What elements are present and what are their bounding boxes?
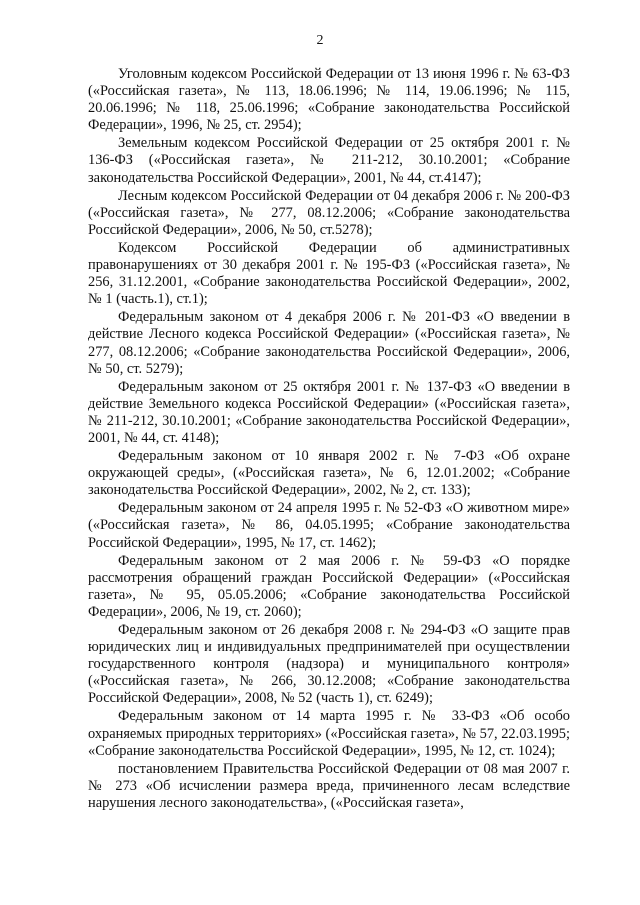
page-number: 2 — [316, 33, 324, 48]
paragraph-law-52-fz: Федеральным законом от 24 апреля 1995 г. № 52-ФЗ «О животном мире» («Российская газета», № 86, 04.05.1995; «Собрание законодательства Российской Федерации», 1995, № 17, ст. 1462); — [88, 500, 570, 551]
paragraph-law-7-fz: Федеральным законом от 10 января 2002 г. № 7-ФЗ «Об охране окружающей среды», («Российская газета», № 6, 12.01.2002; «Собрание законодательства Российской Федерации», 2002, № 2, ст. 133); — [88, 448, 570, 499]
paragraph-law-33-fz: Федеральным законом от 14 марта 1995 г. № 33-ФЗ «Об особо охраняемых природных территориях» («Российская газета», № 57, 22.03.1995; «Собрание законодательства Российской Федерации», 1995, № 12, ст. 1024); — [88, 708, 570, 759]
paragraph-law-201-fz: Федеральным законом от 4 декабря 2006 г. № 201-ФЗ «О введении в действие Лесного кодекса Российской Федерации» («Российская газета», № 277, 08.12.2006; «Собрание законодательства Российской Федерации», 2006, № 50, ст. 5279); — [88, 309, 570, 377]
paragraph-criminal-code: Уголовным кодексом Российской Федерации от 13 июня 1996 г. № 63-ФЗ («Российская газета», № 113, 18.06.1996; № 114, 19.06.1996; № 115, 20.06.1996; № 118, 25.06.1996; «Собрание законодательства Российской Федерации», 1996, № 25, ст. 2954); — [88, 66, 570, 134]
paragraph-land-code: Земельным кодексом Российской Федерации от 25 октября 2001 г. № 136-ФЗ («Российская газета», № 211-212, 30.10.2001; «Собрание законодательства Российской Федерации», 2001, № 44, ст.4147); — [88, 135, 570, 186]
paragraph-law-59-fz: Федеральным законом от 2 мая 2006 г. № 59-ФЗ «О порядке рассмотрения обращений граждан Российской Федерации» («Российская газета», № 95, 05.05.2006; «Собрание законодательства Российской Федерации», 2006, № 19, ст. 2060); — [88, 552, 570, 620]
paragraph-law-294-fz: Федеральным законом от 26 декабря 2008 г. № 294-ФЗ «О защите прав юридических лиц и индивидуальных предпринимателей при осуществлении государственного контроля (надзора) и муниципального контроля» («Российская газета», № 266, 30.12.2008; «Собрание законодательства Российской Федерации», 2008, № 52 (часть 1), ст. 6249); — [88, 622, 570, 707]
paragraph-administrative-code: Кодексом Российской Федерации об административных правонарушениях от 30 декабря 2001 г. № 195-ФЗ («Российская газета», № 256, 31.12.2001, «Собрание законодательства Российской Федерации», 2002, № 1 (часть.1), ст.1); — [88, 239, 570, 308]
document-body — [88, 66, 570, 813]
paragraph-law-137-fz: Федеральным законом от 25 октября 2001 г. № 137-ФЗ «О введении в действие Земельного кодекса Российской Федерации» («Российская газета», № 211-212, 30.10.2001; «Собрание законодательства Российской Федерации», 2001, № 44, ст. 4148); — [88, 378, 570, 446]
paragraph-resolution-273: постановлением Правительства Российской Федерации от 08 мая 2007 г. № 273 «Об исчислении размера вреда, причиненного лесам вследствие нарушения лесного законодательства», («Российская газета», — [88, 760, 570, 811]
paragraph-forest-code: Лесным кодексом Российской Федерации от 04 декабря 2006 г. № 200-ФЗ («Российская газета», № 277, 08.12.2006; «Собрание законодательства Российской Федерации», 2006, № 50, ст.5278); — [88, 187, 570, 238]
